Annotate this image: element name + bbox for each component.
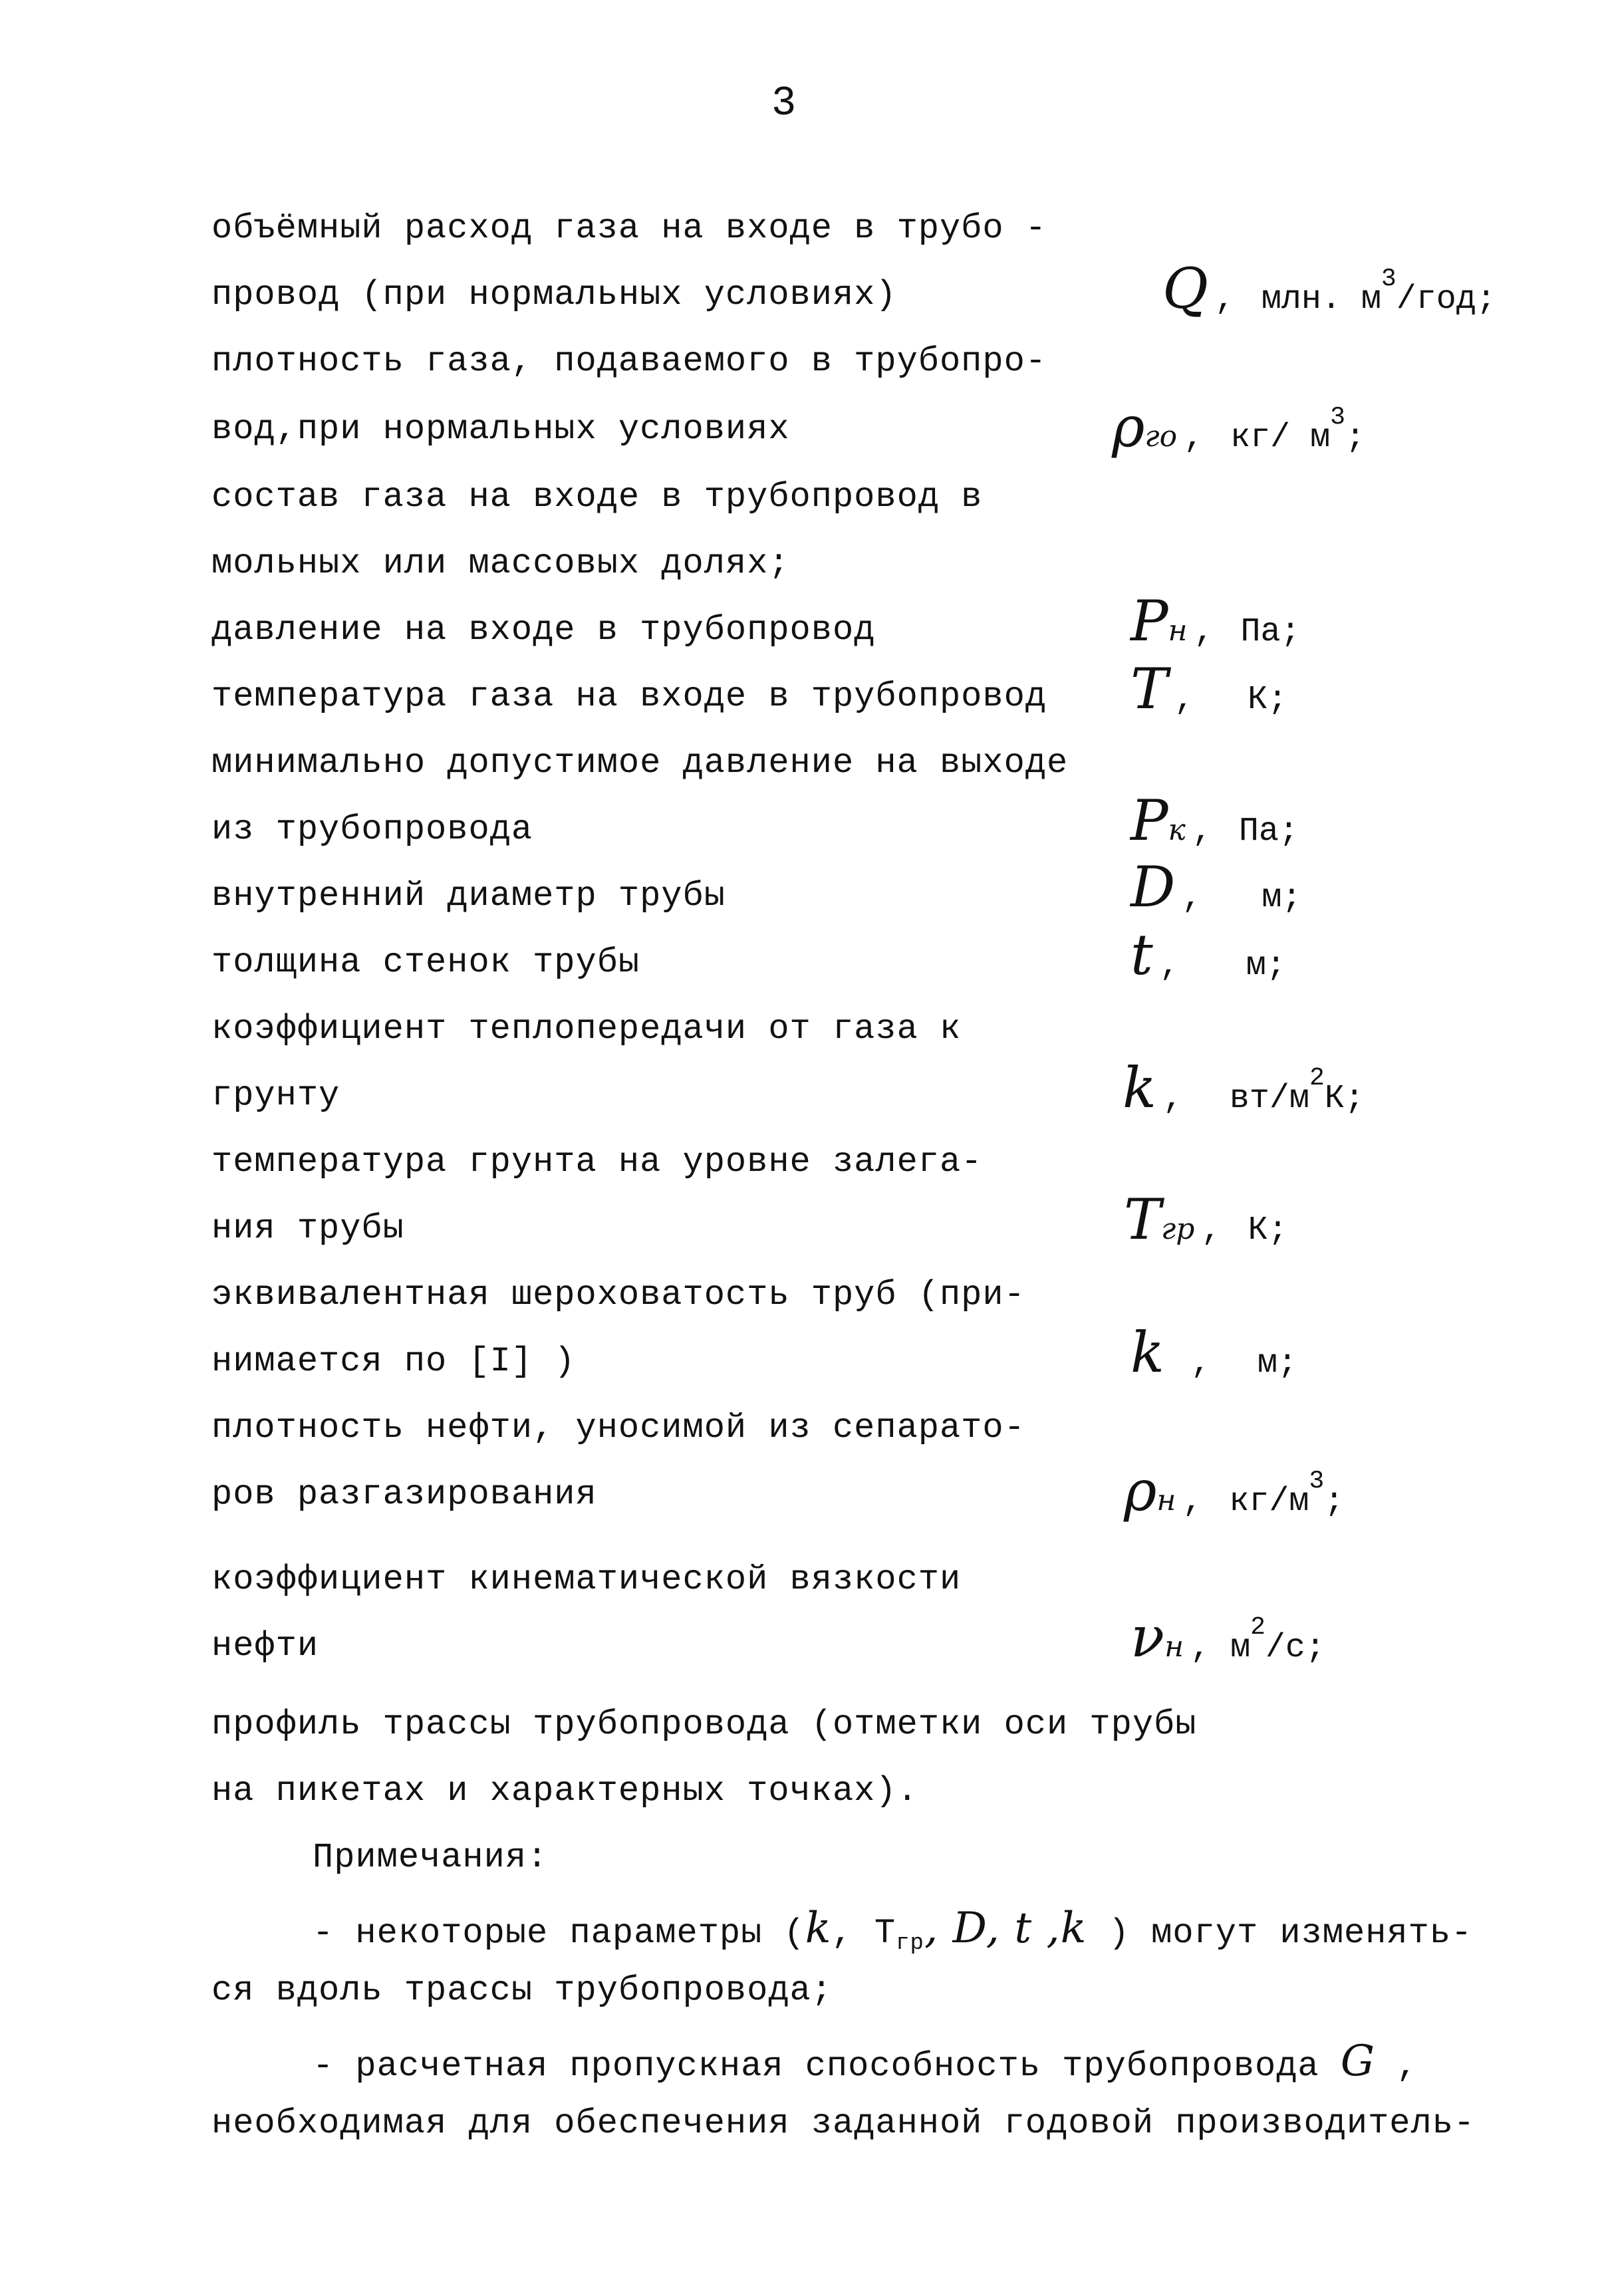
- param-line: внутренний диаметр трубы: [211, 876, 726, 916]
- param-symbol-nu-n: νн , м2/с;: [1131, 1604, 1325, 1670]
- note-2: - расчетная пропускная способность трубопровода G ,: [313, 2037, 1418, 2086]
- param-line: давление на входе в трубопровод: [211, 610, 876, 650]
- param-line: толщина стенок трубы: [211, 943, 640, 982]
- param-symbol-t-wall: t , м;: [1131, 922, 1286, 987]
- param-line: плотность нефти, уносимой из сепарато-: [211, 1408, 1025, 1448]
- param-symbol-q: Q , млн. м3/год;: [1162, 256, 1496, 321]
- note-1: - некоторые параметры (k, Tгр, D, t ,k ) могут изменять-: [313, 1904, 1473, 1956]
- param-line: коэффициент кинематической вязкости: [211, 1560, 962, 1599]
- param-symbol-rho-n: ρн , кг/м3;: [1124, 1458, 1345, 1523]
- param-line: коэффициент теплопередачи от газа к: [211, 1009, 962, 1049]
- param-symbol-k: k , вт/м2К;: [1123, 1055, 1365, 1120]
- param-symbol-p-n: Pн , Па;: [1131, 588, 1301, 654]
- param-line: эквивалентная шероховатость труб (при-: [211, 1275, 1025, 1315]
- param-line: ния трубы: [211, 1209, 404, 1248]
- note-1-continuation: ся вдоль трассы трубопровода;: [211, 1971, 833, 2010]
- param-line: минимально допустимое давление на выходе: [211, 743, 1069, 783]
- param-line: объёмный расход газа на входе в трубо -: [211, 209, 1047, 248]
- page-number: 3: [771, 80, 797, 127]
- param-line: из трубопровода: [211, 810, 533, 849]
- param-line: вод,при нормальных условиях: [211, 410, 790, 449]
- param-line: нимается по [I] ): [211, 1342, 576, 1381]
- param-symbol-t: T , К;: [1131, 656, 1288, 721]
- param-symbol-roughness: k , м;: [1131, 1320, 1297, 1385]
- param-line: провод (при нормальных условиях): [211, 275, 897, 315]
- param-line: грунту: [211, 1076, 340, 1115]
- param-symbol-d: D , м;: [1131, 854, 1302, 920]
- param-line: ров разгазирования: [211, 1475, 597, 1514]
- symbol-g: G: [1340, 2037, 1375, 2086]
- param-line: профиль трассы трубопровода (отметки оси трубы: [211, 1705, 1197, 1744]
- param-line: на пикетах и характерных точках).: [211, 1771, 918, 1811]
- param-symbol-rho-go: ρго , кг/ м3;: [1112, 394, 1365, 459]
- param-line: нефти: [211, 1626, 319, 1666]
- note-2-continuation: необходимая для обеспечения заданной годовой производитель-: [211, 2104, 1476, 2143]
- param-symbol-p-k: Pк , Па;: [1131, 788, 1299, 853]
- param-line: плотность газа, подаваемого в трубопро-: [211, 342, 1047, 381]
- param-symbol-t-gr: Tгр , К;: [1124, 1187, 1288, 1252]
- notes-heading: Примечания:: [313, 1838, 549, 1877]
- param-line: температура газа на входе в трубопровод: [211, 677, 1047, 716]
- param-line: состав газа на входе в трубопровод в: [211, 477, 983, 517]
- param-line: мольных или массовых долях;: [211, 544, 790, 583]
- param-line: температура грунта на уровне залега-: [211, 1142, 983, 1182]
